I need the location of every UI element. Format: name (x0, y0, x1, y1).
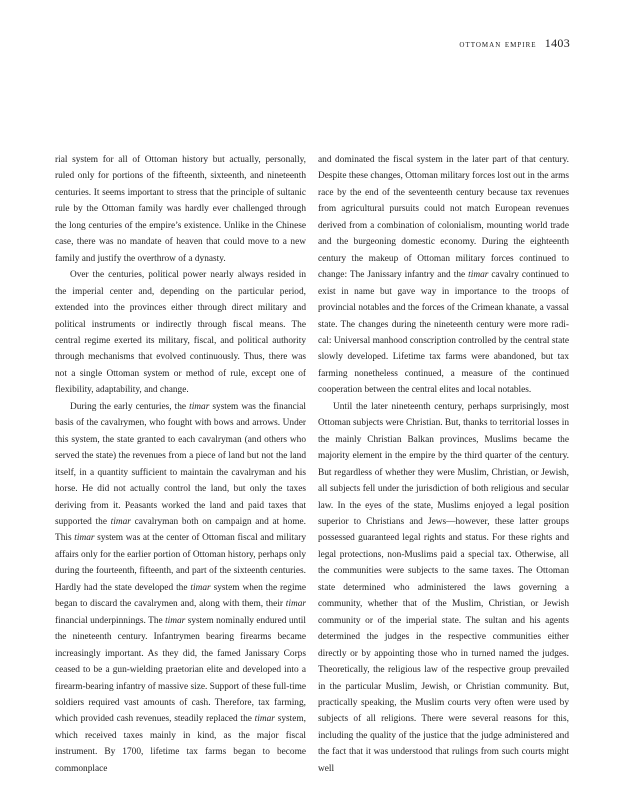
running-head (459, 36, 570, 51)
italic-term: timar (189, 401, 210, 412)
paragraph-text: system was the financial basis of the cavalrymen, who fought with bows and arrows. Under this system, the state granted to each cavalryman (and others who served the state) the revenues from a piece of land but not the land itself, in a quantity sufficient to maintain the cavalryman and his horse. He did not actually control the land, but only the taxes deriving from it. Peasants worked the land and paid taxes that supported the (55, 401, 307, 527)
paragraph-text: cavalry continued to exist in name but gave way in importance to the troops of provincial notables and the forces of the Crimean khanate, a vassal state. The changes during the nineteenth century were more radical: Universal manhood conscription controlled by the central state slowly developed. Lifetime tax farms were abandoned, but tax farming nonetheless continued, a measure of the continued cooperation between the central elites and local notables. (318, 270, 569, 396)
paragraph-text: rial system for all of Ottoman history but actually, personally, ruled only for portions of the fifteenth, sixteenth, and nineteenth centuries. It seems important to stress that the principle of sultanic rule by the Ottoman family was hardly ever challenged through the long centuries of the empire’s existence. Unlike in the Chinese case, there was no mandate of heaven that could move to a new family and justify the overthrow of a dynasty. (55, 155, 306, 264)
left-column-paragraph (55, 152, 306, 267)
paragraph-text: cavalryman both on campaign and at home. This (55, 516, 306, 544)
paragraph-text: system nominally endured until the nineteenth century. Infantrymen bearing firearms became increasingly important. As they did, the famed Janissary Corps ceased to be a gun-wielding praetorian elite and developed into a firearm-bearing infantry of massive size. Support of these full-time soldiers required vast amounts of cash. Therefore, tax farming, which provided cash revenues, steadily replaced the (55, 615, 306, 725)
running-head-title: ottoman empire (459, 39, 537, 50)
italic-term: timar (190, 582, 211, 593)
italic-term: timar (254, 714, 275, 725)
italic-term: timar (165, 615, 186, 626)
paragraph-text: and dominated the fiscal system in the later part of that century. Despite these changes, Ottoman military forces lost out in the arms race by the end of the seventeenth century because tax revenues from agricultural pursuits could not match European revenues derived from a combination of colonialism, mounting world trade and the burgeoning domestic economy. During the eighteenth century the makeup of Ottoman military forces continued to change: The Janissary infantry and the (318, 155, 569, 281)
paragraph-text: financial underpinnings. The (55, 615, 166, 626)
page-number: 1403 (544, 36, 570, 50)
left-column (55, 152, 306, 777)
italic-term: timar (468, 270, 489, 281)
left-column-paragraph (55, 267, 306, 399)
paragraph-text: Over the centuries, political power nearly always resided in the imperial center and, depending on the particular period, extended into the provinces either through direct military and political instruments or indirectly through fiscal means. The central regime exerted its military, fiscal, and political authority through mechanisms that evolved continuously. Thus, there was not a single Ottoman system or method of rule, except one of flexibility, adaptability, and change. (55, 270, 306, 396)
right-column-paragraph (318, 152, 569, 399)
right-column (318, 152, 569, 777)
paragraph-text: Until the later nineteenth century, perhaps surprisingly, most Ottoman subjects were Christian. But, thanks to territorial losses in the mainly Christian Balkan provinces, Muslims became the majority element in the empire by the third quarter of the century. But regardless of whether they were Muslim, Christian, or Jewish, all subjects fell under the jurisdiction of both religious and secular law. In the eyes of the state, Muslims enjoyed a legal position superior to Christians and Jews—however, these latter groups possessed guaranteed legal rights and status. For these rights and legal protections, non-Muslims paid a special tax. Otherwise, all the communities were subjects to the same taxes. The Ottoman state determined who administered the laws governing a community, whether that of the Muslim, Christian, or Jewish community or of the imperial state. The sultan and his agents determined the judges in the respective communities either directly or by appointing those who in turned named the judges. Theoretically, the religious law of the respective group prevailed in the particular Muslim, Jewish, or Christian community. But, practically speaking, the Muslim courts very often were used by subjects of all religions. There were several reasons for this, including the quality of the justice that the judge administered and the fact that it was understood that rulings from such courts might well (318, 401, 569, 774)
paragraph-text: system was at the center of Ottoman fiscal and military affairs only for the earlier portion of Ottoman history, perhaps only during the fourteenth, fifteenth, and part of the sixteenth centuries. Hardly had the state developed the (55, 533, 306, 593)
italic-term: timar (285, 599, 306, 610)
paragraph-text: system, which received taxes mainly in kind, as the major fiscal instrument. By 1700, lifetime tax farms began to become commonplace (55, 714, 306, 774)
right-column-paragraph (318, 399, 569, 777)
paragraph-text: During the early centuries, the (69, 401, 190, 412)
left-column-paragraph (55, 399, 306, 777)
italic-term: timar (110, 516, 131, 527)
italic-term: timar (74, 533, 95, 544)
paragraph-text: system when the regime began to discard the cavalrymen and, along with them, their (55, 582, 306, 610)
